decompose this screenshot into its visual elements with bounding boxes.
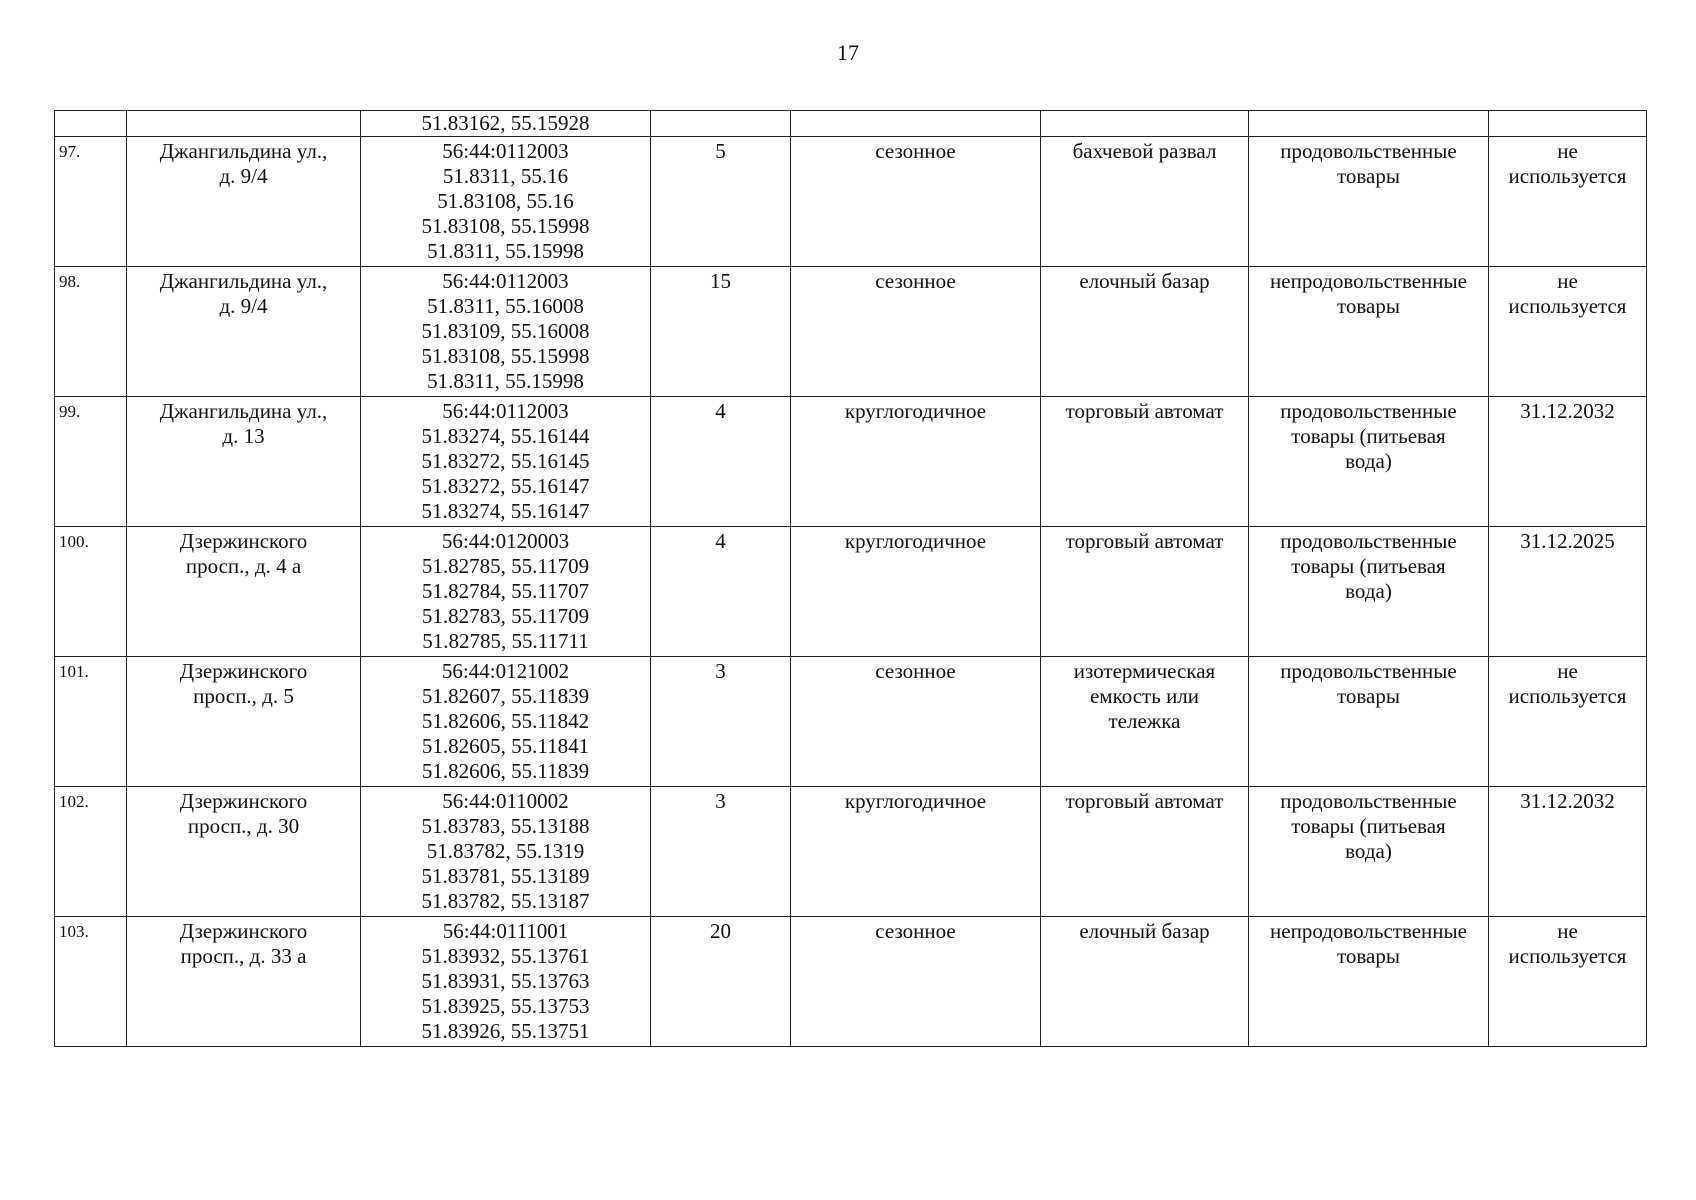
coords-line: 51.83931, 55.13763: [421, 969, 590, 993]
goods-line: вода): [1345, 839, 1392, 863]
term-line: используется: [1508, 294, 1627, 318]
coords-line: 51.83781, 55.13189: [421, 864, 590, 888]
coords-line: 51.83108, 55.15998: [421, 344, 590, 368]
cell-num: [55, 111, 127, 137]
coords-line: 51.83925, 55.13753: [421, 994, 590, 1018]
page-number: 17: [837, 40, 859, 65]
goods-line: товары (питьевая: [1291, 424, 1446, 448]
address-line: Дзержинского: [179, 789, 308, 813]
cell-num: 100.: [55, 527, 127, 657]
type-line: торговый автомат: [1065, 529, 1224, 553]
goods-line: вода): [1345, 449, 1392, 473]
continuation-row: [55, 111, 1647, 137]
address-line: Джангильдина ул.,: [159, 139, 328, 163]
table-row: [55, 657, 1647, 787]
cell-area: 5: [651, 137, 791, 267]
cell-term: [1489, 111, 1647, 137]
cell-coords: [361, 111, 651, 137]
coords-line: 51.8311, 55.16: [442, 164, 569, 188]
cell-num: 101.: [55, 657, 127, 787]
coords-line: 56:44:0121002: [441, 659, 570, 683]
cell-kind: круглогодичное: [791, 397, 1041, 527]
type-line: елочный базар: [1079, 919, 1210, 943]
cell-term: [1489, 917, 1647, 1047]
address-line: просп., д. 4 а: [185, 554, 302, 578]
cell-coords: [361, 397, 651, 527]
address-line: д. 9/4: [219, 294, 268, 318]
table-row: [55, 137, 1647, 267]
cell-goods: [1249, 917, 1489, 1047]
cell-area: 4: [651, 397, 791, 527]
cell-type: [1041, 917, 1249, 1047]
cell-area: 20: [651, 917, 791, 1047]
type-line: емкость или: [1089, 684, 1200, 708]
coords-line: 51.82605, 55.11841: [421, 734, 590, 758]
cell-type: [1041, 111, 1249, 137]
coords-line: 51.82607, 55.11839: [421, 684, 590, 708]
cell-kind: круглогодичное: [791, 527, 1041, 657]
cell-term: [1489, 527, 1647, 657]
coords-line: 51.83783, 55.13188: [421, 814, 590, 838]
coords-line: 51.83782, 55.1319: [426, 839, 585, 863]
goods-line: товары (питьевая: [1291, 814, 1446, 838]
cell-kind: сезонное: [791, 137, 1041, 267]
term-line: не: [1557, 659, 1578, 683]
cell-kind: сезонное: [791, 657, 1041, 787]
cell-type: [1041, 527, 1249, 657]
cell-num: 102.: [55, 787, 127, 917]
type-line: торговый автомат: [1065, 789, 1224, 813]
term-line: используется: [1508, 164, 1627, 188]
cell-type: [1041, 397, 1249, 527]
coords-line: 51.8311, 55.15998: [427, 239, 584, 263]
table-row: [55, 397, 1647, 527]
address-line: д. 9/4: [219, 164, 268, 188]
coords-line: 56:44:0112003: [442, 139, 569, 163]
cell-kind: сезонное: [791, 267, 1041, 397]
cell-address: [127, 787, 361, 917]
goods-line: товары: [1337, 944, 1400, 968]
type-line: тележка: [1108, 709, 1181, 733]
term-line: 31.12.2032: [1520, 399, 1615, 423]
address-line: просп., д. 30: [187, 814, 300, 838]
cell-term: [1489, 657, 1647, 787]
coord-line: 51.83162, 55.15928: [421, 111, 590, 135]
coords-line: 51.83274, 55.16147: [421, 499, 590, 523]
cell-num: 97.: [55, 137, 127, 267]
type-line: елочный базар: [1079, 269, 1210, 293]
cell-goods: [1249, 111, 1489, 137]
goods-line: товары: [1337, 684, 1400, 708]
goods-line: продовольственные: [1280, 139, 1457, 163]
address-line: Дзержинского: [179, 919, 308, 943]
coords-line: 56:44:0110002: [442, 789, 569, 813]
coords-line: 51.83108, 55.16: [437, 189, 574, 213]
address-line: Дзержинского: [179, 529, 308, 553]
cell-type: [1041, 787, 1249, 917]
cell-coords: [361, 787, 651, 917]
cell-area: 4: [651, 527, 791, 657]
cell-address: [127, 527, 361, 657]
address-line: Джангильдина ул.,: [159, 269, 328, 293]
coords-line: 51.83782, 55.13187: [421, 889, 590, 913]
coords-line: 51.82606, 55.11839: [421, 759, 590, 783]
cell-kind: сезонное: [791, 917, 1041, 1047]
cell-area: 3: [651, 787, 791, 917]
coords-line: 51.82785, 55.11711: [422, 629, 589, 653]
coords-line: 51.83272, 55.16147: [421, 474, 590, 498]
cell-type: [1041, 137, 1249, 267]
cell-num: 99.: [55, 397, 127, 527]
coords-line: 51.83932, 55.13761: [421, 944, 590, 968]
coords-line: 51.83109, 55.16008: [421, 319, 590, 343]
cell-type: [1041, 267, 1249, 397]
cell-goods: [1249, 527, 1489, 657]
type-line: торговый автомат: [1065, 399, 1224, 423]
term-line: не: [1557, 919, 1578, 943]
cell-address: [127, 917, 361, 1047]
term-line: 31.12.2025: [1520, 529, 1615, 553]
goods-line: продовольственные: [1280, 789, 1457, 813]
goods-line: продовольственные: [1280, 529, 1457, 553]
coords-line: 51.83274, 55.16144: [421, 424, 590, 448]
cell-type: [1041, 657, 1249, 787]
cell-address: [127, 267, 361, 397]
coords-line: 56:44:0120003: [441, 529, 570, 553]
cell-goods: [1249, 787, 1489, 917]
coords-line: 51.83108, 55.15998: [421, 214, 590, 238]
goods-line: вода): [1345, 579, 1392, 603]
goods-line: продовольственные: [1280, 399, 1457, 423]
trade-locations-table: [54, 110, 1647, 1047]
coords-line: 51.82783, 55.11709: [421, 604, 590, 628]
table-row: [55, 267, 1647, 397]
cell-coords: [361, 267, 651, 397]
cell-area: 15: [651, 267, 791, 397]
type-line: изотермическая: [1073, 659, 1216, 683]
cell-coords: [361, 527, 651, 657]
cell-address: [127, 137, 361, 267]
coords-line: 51.83926, 55.13751: [421, 1019, 590, 1043]
term-line: 31.12.2032: [1520, 789, 1615, 813]
cell-term: [1489, 787, 1647, 917]
cell-area: 3: [651, 657, 791, 787]
coords-line: 51.82785, 55.11709: [421, 554, 590, 578]
cell-address: [127, 657, 361, 787]
goods-line: товары (питьевая: [1291, 554, 1446, 578]
coords-line: 56:44:0111001: [442, 919, 569, 943]
cell-term: [1489, 397, 1647, 527]
table-row: [55, 527, 1647, 657]
coords-line: 56:44:0112003: [442, 269, 569, 293]
address-line: просп., д. 33 а: [180, 944, 307, 968]
cell-term: [1489, 267, 1647, 397]
cell-kind: круглогодичное: [791, 787, 1041, 917]
cell-goods: [1249, 137, 1489, 267]
term-line: не: [1557, 269, 1578, 293]
term-line: используется: [1508, 944, 1627, 968]
cell-goods: [1249, 267, 1489, 397]
coords-line: 51.82606, 55.11842: [421, 709, 590, 733]
cell-num: 103.: [55, 917, 127, 1047]
cell-coords: [361, 917, 651, 1047]
cell-term: [1489, 137, 1647, 267]
coords-line: 51.83272, 55.16145: [421, 449, 590, 473]
type-line: бахчевой развал: [1072, 139, 1217, 163]
cell-address: [127, 397, 361, 527]
table-row: [55, 917, 1647, 1047]
cell-address: [127, 111, 361, 137]
cell-kind: [791, 111, 1041, 137]
cell-coords: [361, 657, 651, 787]
table-body: [55, 111, 1647, 1047]
cell-goods: [1249, 657, 1489, 787]
address-line: Джангильдина ул.,: [159, 399, 328, 423]
table-row: [55, 787, 1647, 917]
address-line: Дзержинского: [179, 659, 308, 683]
cell-area: [651, 111, 791, 137]
coords-line: 51.8311, 55.16008: [427, 294, 584, 318]
goods-line: товары: [1337, 294, 1400, 318]
cell-num: 98.: [55, 267, 127, 397]
goods-line: продовольственные: [1280, 659, 1457, 683]
goods-line: товары: [1337, 164, 1400, 188]
coords-line: 51.82784, 55.11707: [421, 579, 590, 603]
address-line: д. 13: [222, 424, 265, 448]
goods-line: непродовольственные: [1270, 919, 1467, 943]
cell-goods: [1249, 397, 1489, 527]
goods-line: непродовольственные: [1270, 269, 1467, 293]
address-line: просп., д. 5: [193, 684, 294, 708]
cell-coords: [361, 137, 651, 267]
coords-line: 56:44:0112003: [442, 399, 569, 423]
coords-line: 51.8311, 55.15998: [427, 369, 584, 393]
term-line: не: [1557, 139, 1578, 163]
term-line: используется: [1508, 684, 1627, 708]
